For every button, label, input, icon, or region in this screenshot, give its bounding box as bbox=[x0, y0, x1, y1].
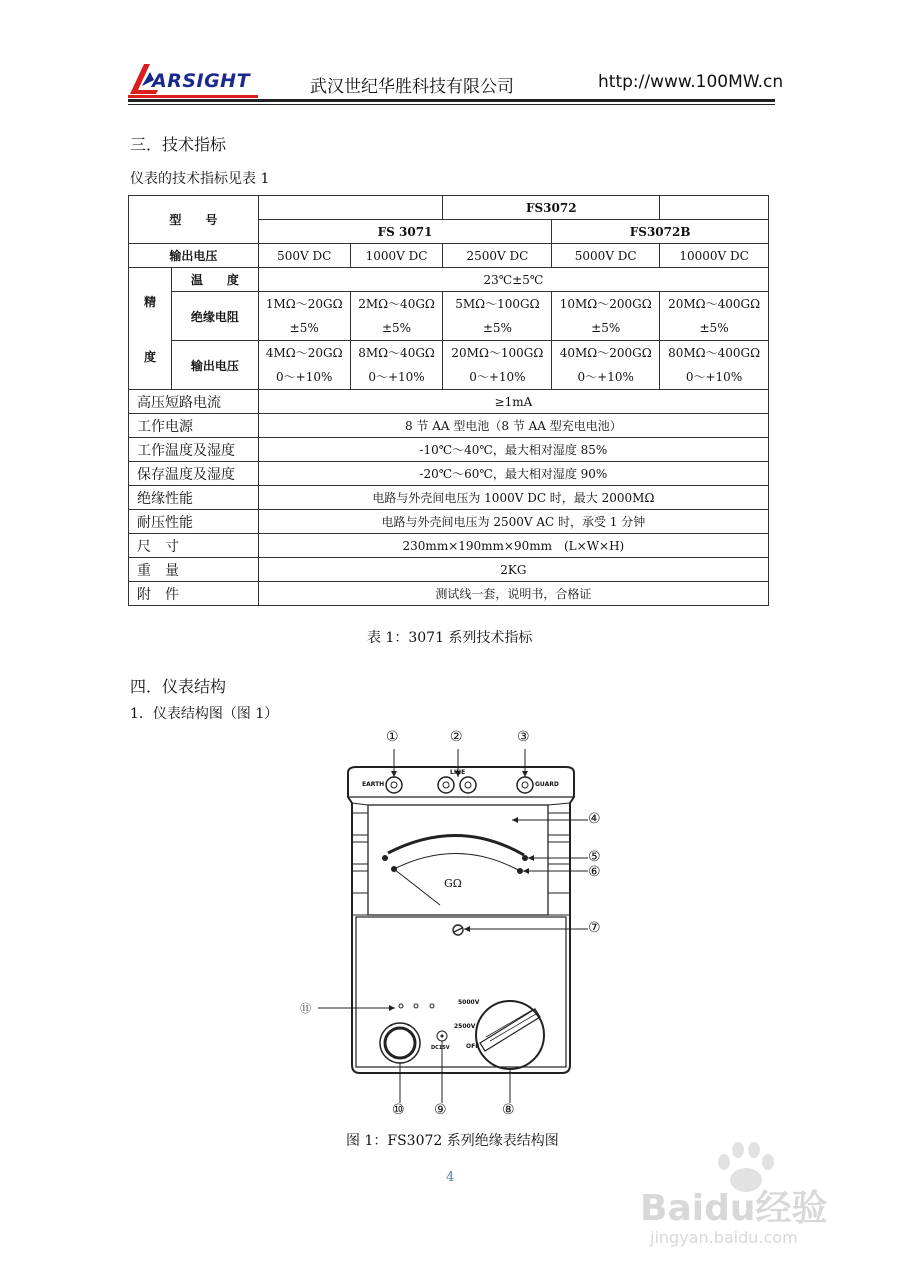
row-value: 电路与外壳间电压为 2500V AC 时，承受 1 分钟 bbox=[258, 510, 768, 534]
row-label: 高压短路电流 bbox=[129, 390, 259, 414]
callout-2: ② bbox=[450, 729, 463, 745]
outv-cell bbox=[552, 341, 660, 390]
company-logo bbox=[128, 60, 260, 100]
voltage-cell: 2500V DC bbox=[443, 244, 552, 268]
page-number: 4 bbox=[446, 1170, 455, 1185]
section-subtitle: 1．仪表结构图（图 1） bbox=[130, 706, 279, 722]
earth-label: EARTH bbox=[362, 781, 385, 788]
outv-cell bbox=[350, 341, 443, 390]
watermark bbox=[640, 1140, 860, 1260]
insulation-cell bbox=[552, 292, 660, 341]
section-title: 四．仪表结构 bbox=[130, 677, 227, 696]
callout-8: ⑧ bbox=[502, 1102, 515, 1118]
voltage-cell: 5000V DC bbox=[552, 244, 660, 268]
callout-6: ⑥ bbox=[588, 864, 601, 880]
insulation-accuracy: ±5% bbox=[482, 321, 512, 335]
insulation-range: 5MΩ～100GΩ bbox=[455, 297, 540, 311]
insulation-range: 1MΩ～20GΩ bbox=[265, 297, 343, 311]
insulation-cell bbox=[443, 292, 552, 341]
callout-4: ④ bbox=[588, 811, 601, 827]
row-label: 重 量 bbox=[129, 558, 259, 582]
watermark-brand: Baidu经验 bbox=[640, 1188, 828, 1229]
section-title: 三．技术指标 bbox=[130, 135, 227, 154]
company-name: 武汉世纪华胜科技有限公司 bbox=[310, 77, 514, 97]
outv-accuracy: 0～+10% bbox=[368, 370, 425, 384]
outv-range: 4MΩ～20GΩ bbox=[265, 346, 343, 360]
meter-diagram bbox=[290, 725, 620, 1125]
model-fs3072b: FS3072B bbox=[552, 220, 769, 244]
logo-text: ARSIGHT bbox=[152, 70, 251, 92]
insulation-cell bbox=[660, 292, 769, 341]
insulation-cell bbox=[350, 292, 443, 341]
row-label: 附 件 bbox=[129, 582, 259, 606]
insulation-range: 10MΩ～200GΩ bbox=[559, 297, 652, 311]
insulation-label: 绝缘电阻 bbox=[171, 292, 258, 341]
empty-cell bbox=[660, 196, 769, 220]
row-label: 尺 寸 bbox=[129, 534, 259, 558]
range-5000v-label: 5000V bbox=[458, 999, 480, 1006]
insulation-cell bbox=[258, 292, 350, 341]
row-label: 保存温度及湿度 bbox=[129, 462, 259, 486]
accuracy-label-1: 精 bbox=[143, 294, 156, 309]
outv-range: 20MΩ～100GΩ bbox=[451, 346, 544, 360]
row-label: 耐压性能 bbox=[129, 510, 259, 534]
callout-5: ⑤ bbox=[588, 849, 601, 865]
outv-accuracy: 0～+10% bbox=[685, 370, 743, 384]
line-label: LINE bbox=[450, 769, 466, 776]
output-voltage-label: 输出电压 bbox=[129, 244, 259, 268]
voltage-cell: 500V DC bbox=[258, 244, 350, 268]
row-value: -20℃～60℃，最大相对湿度 90% bbox=[258, 462, 768, 486]
row-value: -10℃～40℃，最大相对湿度 85% bbox=[258, 438, 768, 462]
callout-10: ⑩ bbox=[392, 1102, 405, 1118]
model-fs3071: FS 3071 bbox=[258, 220, 552, 244]
row-value: ≥1mA bbox=[258, 390, 768, 414]
row-value: 8 节 AA 型电池（8 节 AA 型充电电池） bbox=[258, 414, 768, 438]
voltage-cell: 10000V DC bbox=[660, 244, 769, 268]
range-2500v-label: 2500V bbox=[454, 1023, 476, 1030]
row-label: 工作温度及湿度 bbox=[129, 438, 259, 462]
empty-cell bbox=[258, 196, 443, 220]
insulation-accuracy: ±5% bbox=[591, 321, 621, 335]
outv-range: 40MΩ～200GΩ bbox=[559, 346, 652, 360]
callout-9: ⑨ bbox=[434, 1102, 447, 1118]
header-rule bbox=[128, 99, 775, 102]
callout-7: ⑦ bbox=[588, 920, 601, 936]
insulation-range: 2MΩ～40GΩ bbox=[358, 297, 435, 311]
outv-cell bbox=[258, 341, 350, 390]
model-label: 型 号 bbox=[129, 196, 259, 244]
row-value: 电路与外壳间电压为 1000V DC 时，最大 2000MΩ bbox=[258, 486, 768, 510]
row-value: 230mm×190mm×90mm (L×W×H) bbox=[258, 534, 768, 558]
outv-accuracy: 0～+10% bbox=[469, 370, 526, 384]
insulation-range: 20MΩ～400GΩ bbox=[668, 297, 761, 311]
callout-1: ① bbox=[386, 729, 399, 745]
row-label: 绝缘性能 bbox=[129, 486, 259, 510]
voltage-cell: 1000V DC bbox=[350, 244, 443, 268]
range-off-label: OFF bbox=[466, 1043, 480, 1050]
outv-range: 80MΩ～400GΩ bbox=[668, 346, 761, 360]
outv-cell bbox=[660, 341, 769, 390]
callout-11: ⑪ bbox=[300, 1002, 311, 1015]
temp-value: 23℃±5℃ bbox=[258, 268, 768, 292]
scale-unit-label: GΩ bbox=[444, 877, 462, 890]
insulation-accuracy: ±5% bbox=[699, 321, 729, 335]
outv-accuracy: 0～+10% bbox=[276, 370, 333, 384]
header-rule-thin bbox=[128, 104, 775, 105]
accuracy-label bbox=[129, 268, 172, 390]
outv-label: 输出电压 bbox=[171, 341, 258, 390]
spec-table bbox=[128, 195, 769, 606]
callout-3: ③ bbox=[517, 729, 530, 745]
header-url[interactable]: http://www.100MW.cn bbox=[598, 72, 784, 92]
meter-drawing bbox=[290, 725, 620, 1125]
accuracy-label-2: 度 bbox=[143, 349, 156, 364]
row-value: 2KG bbox=[258, 558, 768, 582]
model-fs3072: FS3072 bbox=[443, 196, 660, 220]
section-intro: 仪表的技术指标见表 1 bbox=[130, 171, 270, 187]
table-caption: 表 1：3071 系列技术指标 bbox=[367, 630, 533, 646]
outv-range: 8MΩ～40GΩ bbox=[358, 346, 435, 360]
outv-accuracy: 0～+10% bbox=[577, 370, 634, 384]
insulation-accuracy: ±5% bbox=[381, 321, 412, 335]
insulation-accuracy: ±5% bbox=[289, 321, 319, 335]
row-label: 工作电源 bbox=[129, 414, 259, 438]
watermark-site: jingyan.baidu.com bbox=[650, 1228, 798, 1247]
temp-label: 温 度 bbox=[171, 268, 258, 292]
dc-jack-label: DC15V bbox=[431, 1045, 450, 1051]
figure-caption: 图 1：FS3072 系列绝缘表结构图 bbox=[346, 1133, 559, 1149]
outv-cell bbox=[443, 341, 552, 390]
guard-label: GUARD bbox=[535, 781, 559, 788]
row-value: 测试线一套，说明书，合格证 bbox=[258, 582, 768, 606]
